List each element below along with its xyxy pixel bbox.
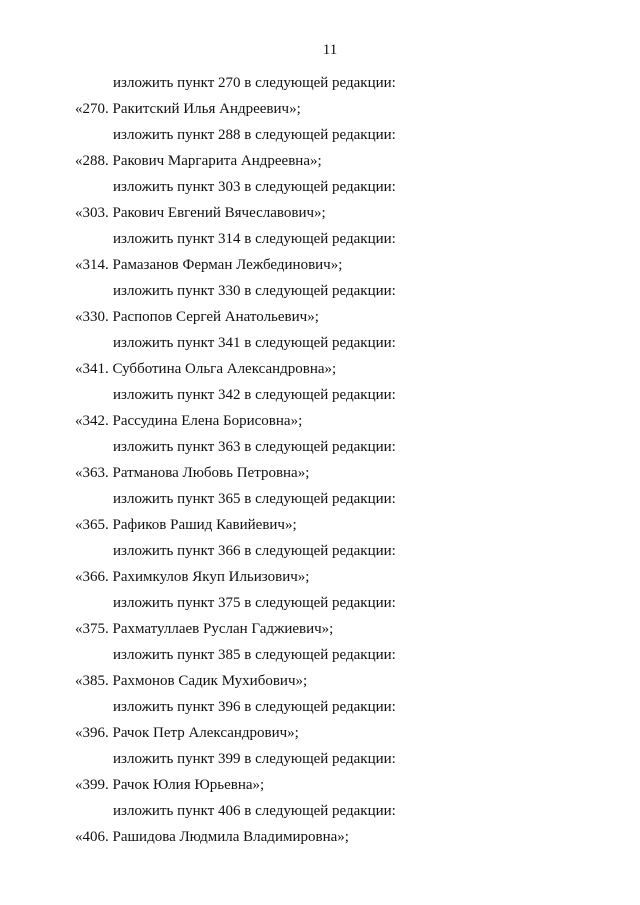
amendment-entry-line: «303. Ракович Евгений Вячеславович»; [75,205,326,221]
amendment-instruction-line: изложить пункт 363 в следующей редакции: [113,439,396,455]
amendment-instruction-line: изложить пункт 341 в следующей редакции: [113,335,396,351]
amendment-entry-line: «366. Рахимкулов Якуп Ильизович»; [75,569,310,585]
amendment-entry-line: «363. Ратманова Любовь Петровна»; [75,465,310,481]
amendment-instruction-line: изложить пункт 303 в следующей редакции: [113,179,396,195]
amendment-entry-line: «365. Рафиков Рашид Кавийевич»; [75,517,297,533]
amendment-instruction-line: изложить пункт 366 в следующей редакции: [113,543,396,559]
amendment-instruction-line: изложить пункт 375 в следующей редакции: [113,595,396,611]
amendment-instruction-line: изложить пункт 314 в следующей редакции: [113,231,396,247]
amendment-instruction-line: изложить пункт 399 в следующей редакции: [113,751,396,767]
amendment-entry-line: «314. Рамазанов Ферман Лежбединович»; [75,257,343,273]
amendment-list [0,70,640,850]
amendment-instruction-line: изложить пункт 330 в следующей редакции: [113,283,396,299]
page-number: 11 [322,42,338,58]
amendment-entry-line: «396. Рачок Петр Александрович»; [75,725,299,741]
amendment-instruction-line: изложить пункт 396 в следующей редакции: [113,699,396,715]
amendment-entry-line: «385. Рахмонов Садик Мухибович»; [75,673,308,689]
amendment-entry-line: «288. Ракович Маргарита Андреевна»; [75,153,322,169]
amendment-instruction-line: изложить пункт 365 в следующей редакции: [113,491,396,507]
amendment-instruction-line: изложить пункт 385 в следующей редакции: [113,647,396,663]
amendment-entry-line: «330. Распопов Сергей Анатольевич»; [75,309,319,325]
amendment-instruction-line: изложить пункт 342 в следующей редакции: [113,387,396,403]
amendment-entry-line: «341. Субботина Ольга Александровна»; [75,361,337,377]
amendment-instruction-line: изложить пункт 270 в следующей редакции: [113,75,396,91]
amendment-instruction-line: изложить пункт 406 в следующей редакции: [113,803,396,819]
amendment-entry-line: «270. Ракитский Илья Андреевич»; [75,101,301,117]
amendment-entry-line: «342. Рассудина Елена Борисовна»; [75,413,303,429]
amendment-entry-line: «375. Рахматуллаев Руслан Гаджиевич»; [75,621,334,637]
amendment-entry-line: «406. Рашидова Людмила Владимировна»; [75,829,349,845]
amendment-instruction-line: изложить пункт 288 в следующей редакции: [113,127,396,143]
amendment-entry-line: «399. Рачок Юлия Юрьевна»; [75,777,265,793]
